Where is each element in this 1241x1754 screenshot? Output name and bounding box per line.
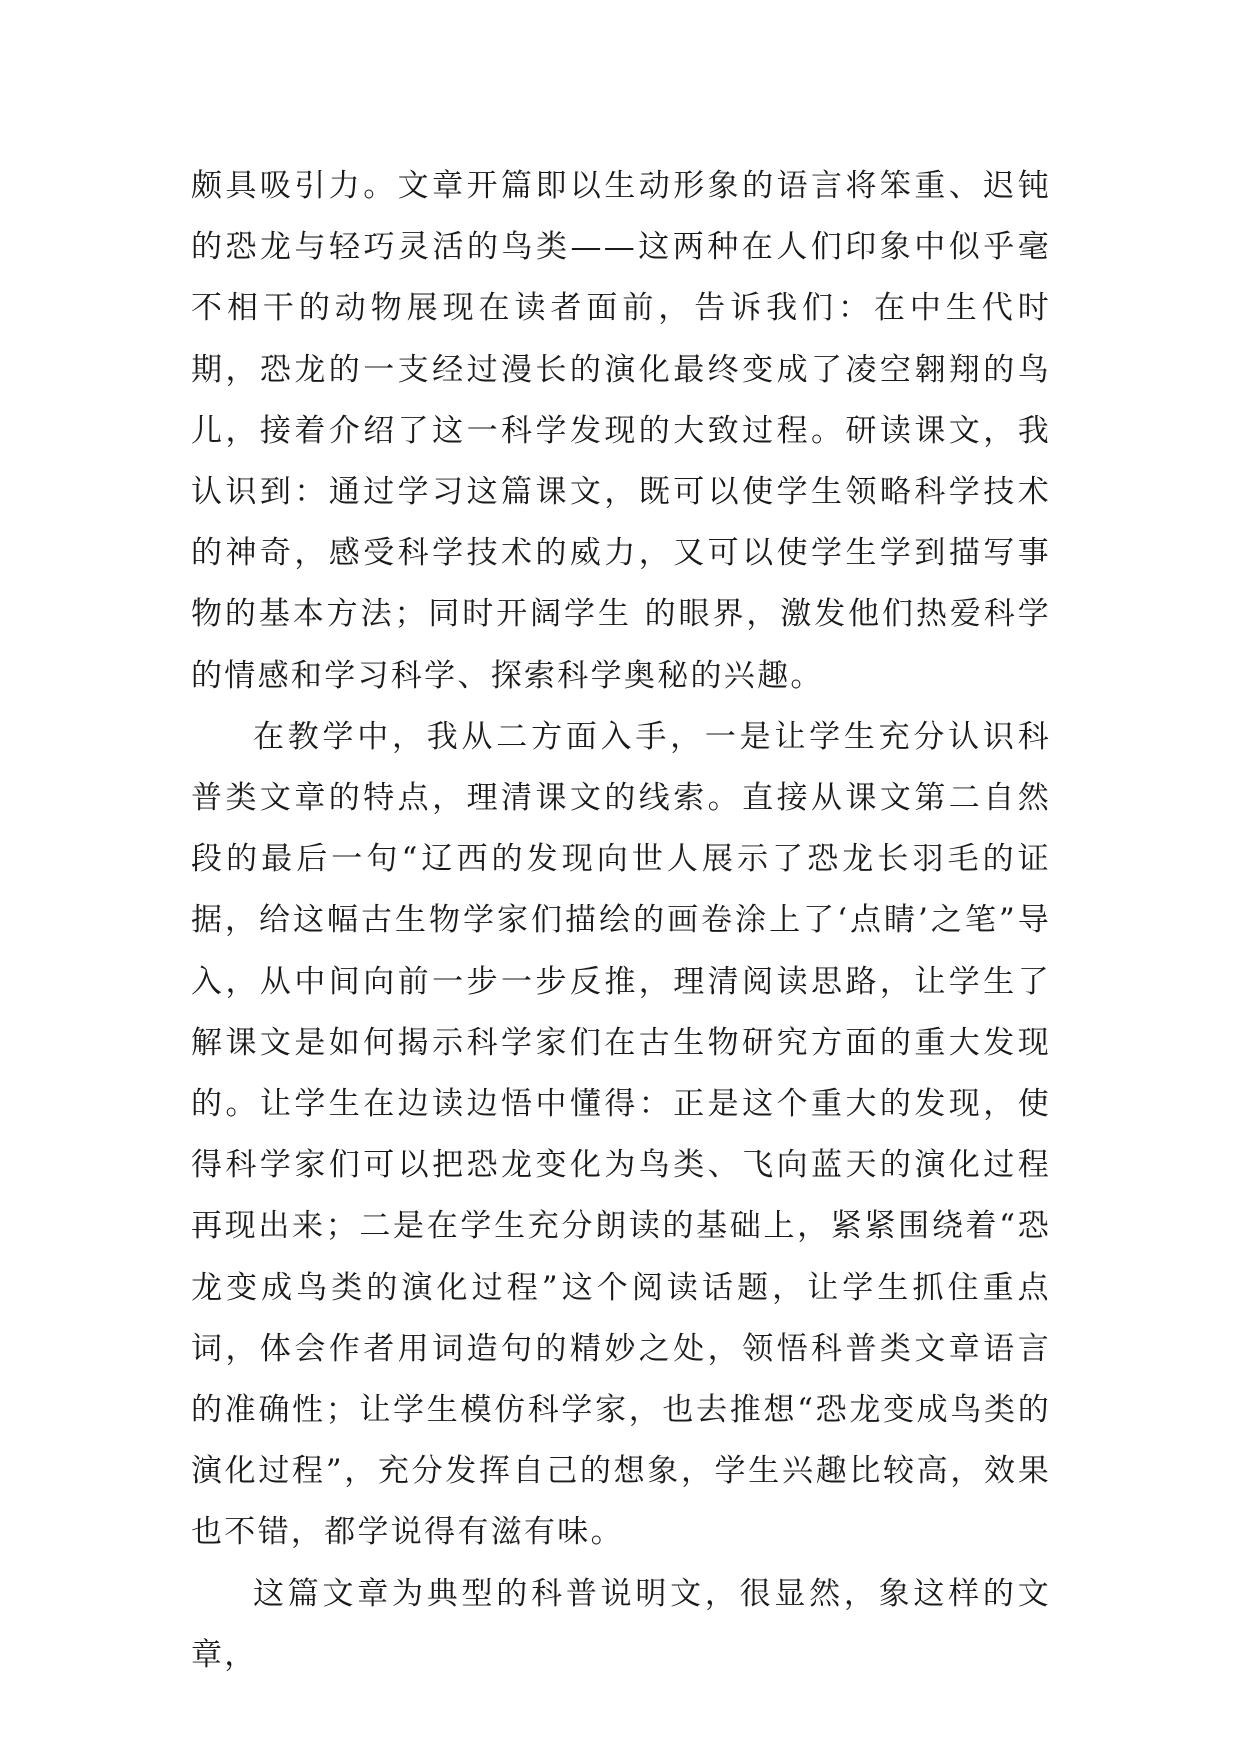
paragraph-3: 这篇文章为典型的科普说明文，很显然，象这样的文章， — [191, 1575, 1051, 1673]
paragraph-1: 颇具吸引力。文章开篇即以生动形象的语言将笨重、迟钝的恐龙与轻巧灵活的鸟类——这两种在人们印象中似乎毫不相干的动物展现在读者面前，告诉我们：在中生代时期，恐龙的一支经过漫长的演化最终变成了凌空翱翔的鸟儿，接着介绍了这一科学发现的大致过程。研读课文，我认识到：通过学习这篇课文，既可以使学生领略科学技术的神奇，感受科学技术的威力，又可以使学生学到描写事物的基本方法；同时开阔学生 的眼界，激发他们热爱科学的情感和学习科学、探索科学奥秘的兴趣。 — [191, 168, 1051, 694]
document-body — [191, 156, 1051, 1686]
paragraph-2: 在教学中，我从二方面入手，一是让学生充分认识科普类文章的特点，理清课文的线索。直接从课文第二自然段的最后一句“辽西的发现向世人展示了恐龙长羽毛的证据，给这幅古生物学家们描绘的画卷涂上了‘点睛’之笔”导入，从中间向前一步一步反推，理清阅读思路，让学生了解课文是如何揭示科学家们在古生物研究方面的重大发现的。让学生在边读边悟中懂得：正是这个重大的发现，使得科学家们可以把恐龙变化为鸟类、飞向蓝天的演化过程再现出来；二是在学生充分朗读的基础上，紧紧围绕着“恐龙变成鸟类的演化过程”这个阅读话题，让学生抓住重点词，体会作者用词造句的精妙之处，领悟科普类文章语言的准确性；让学生模仿科学家，也去推想“恐龙变成鸟类的演化过程”，充分发挥自己的想象，学生兴趣比较高，效果也不错，都学说得有滋有味。 — [191, 718, 1051, 1551]
